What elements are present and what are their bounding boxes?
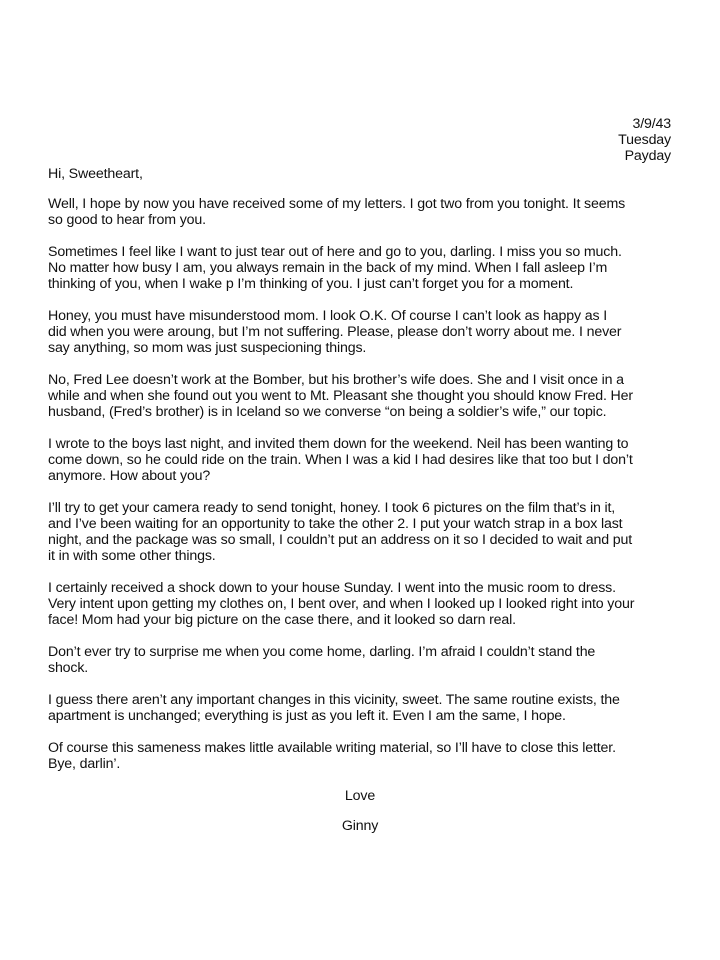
paragraph bbox=[48, 196, 688, 228]
text-line: so good to hear from you. bbox=[48, 212, 206, 228]
letter-note: Payday bbox=[624, 148, 671, 164]
closing: Love bbox=[344, 788, 376, 804]
paragraph bbox=[48, 500, 688, 564]
text-line: night, and the package was so small, I couldn’t put an address on it so I decided to wait and put bbox=[48, 532, 633, 548]
text-line: Well, I hope by now you have received some of my letters. I got two from you tonight. It seems bbox=[48, 196, 626, 212]
letter-day: Tuesday bbox=[618, 132, 671, 148]
text-line: Honey, you must have misunderstood mom. I look O.K. Of course I can’t look as happy as I bbox=[48, 308, 608, 324]
paragraph bbox=[48, 372, 688, 420]
text-line: husband, (Fred’s brother) is in Iceland so we converse “on being a soldier’s wife,” our topic. bbox=[48, 404, 607, 420]
text-line: apartment is unchanged; everything is just as you left it. Even I am the same, I hope. bbox=[48, 708, 566, 724]
text-line: come down, so he could ride on the train. When I was a kid I had desires like that too but I don’t bbox=[48, 452, 633, 468]
text-line: thinking of you, when I wake p I’m thinking of you. I just can’t forget you for a moment. bbox=[48, 276, 574, 292]
paragraph bbox=[48, 692, 688, 724]
text-line: No, Fred Lee doesn’t work at the Bomber, but his brother’s wife does. She and I visit once in a bbox=[48, 372, 624, 388]
paragraph bbox=[48, 740, 688, 772]
salutation: Hi, Sweetheart, bbox=[48, 166, 143, 182]
letter-date: 3/9/43 bbox=[632, 116, 671, 132]
text-line: Sometimes I feel like I want to just tear out of here and go to you, darling. I miss you so much. bbox=[48, 244, 622, 260]
date-block bbox=[618, 116, 671, 164]
text-line: did when you were aroung, but I’m not suffering. Please, please don’t worry about me. I never bbox=[48, 324, 622, 340]
paragraph bbox=[48, 436, 688, 484]
text-line: say anything, so mom was just suspecioning things. bbox=[48, 340, 367, 356]
text-line: I guess there aren’t any important changes in this vicinity, sweet. The same routine exists, the bbox=[48, 692, 620, 708]
signature: Ginny bbox=[341, 818, 379, 834]
text-line: Bye, darlin’. bbox=[48, 756, 121, 772]
text-line: I certainly received a shock down to your house Sunday. I went into the music room to dress. bbox=[48, 580, 616, 596]
paragraph bbox=[48, 244, 688, 292]
text-line: face! Mom had your big picture on the case there, and it looked so darn real. bbox=[48, 612, 516, 628]
paragraph bbox=[48, 644, 688, 676]
text-line: Don’t ever try to surprise me when you come home, darling. I’m afraid I couldn’t stand the bbox=[48, 644, 596, 660]
text-line: while and when she found out you went to Mt. Pleasant she thought you should know Fred. Her bbox=[48, 388, 633, 404]
text-line: No matter how busy I am, you always remain in the back of my mind. When I fall asleep I’m bbox=[48, 260, 608, 276]
text-line: shock. bbox=[48, 660, 89, 676]
letter-body bbox=[48, 166, 688, 848]
paragraph bbox=[48, 580, 688, 628]
text-line: I wrote to the boys last night, and invited them down for the weekend. Neil has been wanting to bbox=[48, 436, 629, 452]
text-line: it in with some other things. bbox=[48, 548, 216, 564]
text-line: and I’ve been waiting for an opportunity to take the other 2. I put your watch strap in a box last bbox=[48, 516, 623, 532]
paragraph bbox=[48, 308, 688, 356]
text-line: anymore. How about you? bbox=[48, 468, 211, 484]
text-line: Very intent upon getting my clothes on, I bent over, and when I looked up I looked right into your bbox=[48, 596, 635, 612]
closing-block bbox=[48, 788, 672, 834]
text-line: Of course this sameness makes little available writing material, so I’ll have to close this letter. bbox=[48, 740, 616, 756]
text-line: I’ll try to get your camera ready to send tonight, honey. I took 6 pictures on the film that’s in it, bbox=[48, 500, 616, 516]
